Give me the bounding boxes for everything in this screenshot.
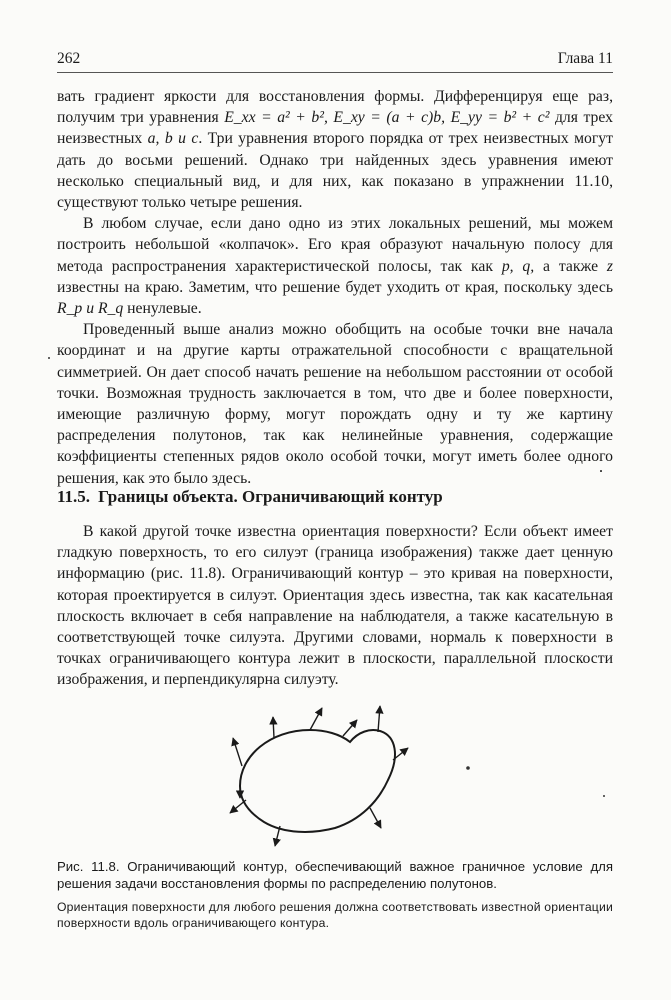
- normal-arrow: [233, 738, 242, 766]
- figure-note: Ориентация поверхности для любого решения должна соответствовать известной ориентации поверхности вдоль ограничивающего контура.: [57, 900, 613, 930]
- normal-arrow: [343, 720, 357, 736]
- paragraph-4: В какой другой точке известна ориентация поверхности? Если объект имеет гладкую поверхность, то его силуэт (граница изображения) также дает ценную информацию (рис. 11.8). Ограничивающий контур – это кривая на поверхности, которая проектируется в силуэт. Ориентация здесь известна, так как касательная плоскость включает в себя направление на наблюдателя, а также касательную в соответствующей точке силуэта. Другими словами, нормаль к поверхности в точках ограничивающего контура лежит в плоскости, параллельной плоскости изображения, и перпендикулярна силуэту.: [57, 523, 613, 689]
- surface-normal-arrows: [230, 706, 408, 846]
- section-number: 11.5.: [57, 487, 91, 506]
- normal-arrow: [378, 706, 380, 732]
- figure-caption: Рис. 11.8. Ограничивающий контур, обеспечивающий важное граничное условие для решения задачи восстановления формы по распределению полутонов.: [57, 859, 613, 891]
- speck: [603, 795, 605, 797]
- p2-r-terms: R_p и R_q: [57, 300, 124, 318]
- speck: [48, 357, 50, 359]
- page-number: 262: [57, 50, 81, 67]
- equation-second-derivatives: E_xx = a² + b², E_xy = (a + c)b, E_yy = b² + c²: [224, 109, 550, 127]
- normal-arrow: [273, 717, 274, 738]
- p2-var-z: z: [606, 257, 613, 275]
- p1-text-b: для трех неизвестных: [57, 109, 613, 148]
- running-header: [57, 50, 613, 68]
- normal-arrow: [230, 800, 246, 813]
- paragraph-2: [57, 213, 613, 319]
- section-title: Границы объекта. Ограничивающий контур: [98, 487, 443, 506]
- paragraph-3: Проведенный выше анализ можно обобщить на особые точки вне начала координат и на другие карты отражательной способности с вращательной симметрией. Он дает способ начать решение на небольшом расстоянии от особой точки. Возможная трудность заключается в том, что две и более поверхности, имеющие различную форму, могут порождать одну и ту же картину распределения полутонов, так как нелинейные уравнения, содержащие коэффициенты степенных рядов около особой точки, могут иметь более одного решения, как это было здесь.: [57, 321, 613, 487]
- normal-arrow: [370, 808, 381, 828]
- section-heading: [57, 486, 613, 508]
- p1-text-c: . Три уравнения второго порядка от трех неизвестных могут дать до восьми решений. Однако три найденных здесь уравнения имеют несколько специальный вид, и для них, как показано в упражнении 11.10, существуют только четыре решения.: [57, 130, 614, 212]
- p2-text-b: а также: [534, 257, 607, 275]
- p1-text-a: вать градиент яркости для восстановления формы. Дифференцируя еще раз, получим три уравнения: [57, 88, 613, 127]
- body-text-section: [57, 521, 613, 691]
- p1-vars: a, b и c: [147, 130, 199, 148]
- silhouette-curve: [240, 730, 395, 832]
- p2-vars: p, q,: [501, 257, 535, 275]
- header-rule: [57, 72, 613, 73]
- occluding-contour-figure: [200, 698, 500, 848]
- p2-text-c: известны на краю. Заметим, что решение будет уходить от края, поскольку здесь: [57, 278, 613, 296]
- normal-arrow: [310, 708, 322, 730]
- speck: [600, 470, 602, 472]
- body-text-top: [57, 86, 613, 489]
- chapter-label: Глава 11: [557, 50, 613, 67]
- paragraph-1: [57, 86, 613, 213]
- p2-text-a: В любом случае, если дано одно из этих локальных решений, мы можем построить небольшой «колпачок». Его края образуют начальную полосу для метода распространения характеристической полосы, так как: [57, 215, 613, 275]
- speck: [466, 766, 470, 770]
- p2-text-d: ненулевые.: [123, 300, 202, 318]
